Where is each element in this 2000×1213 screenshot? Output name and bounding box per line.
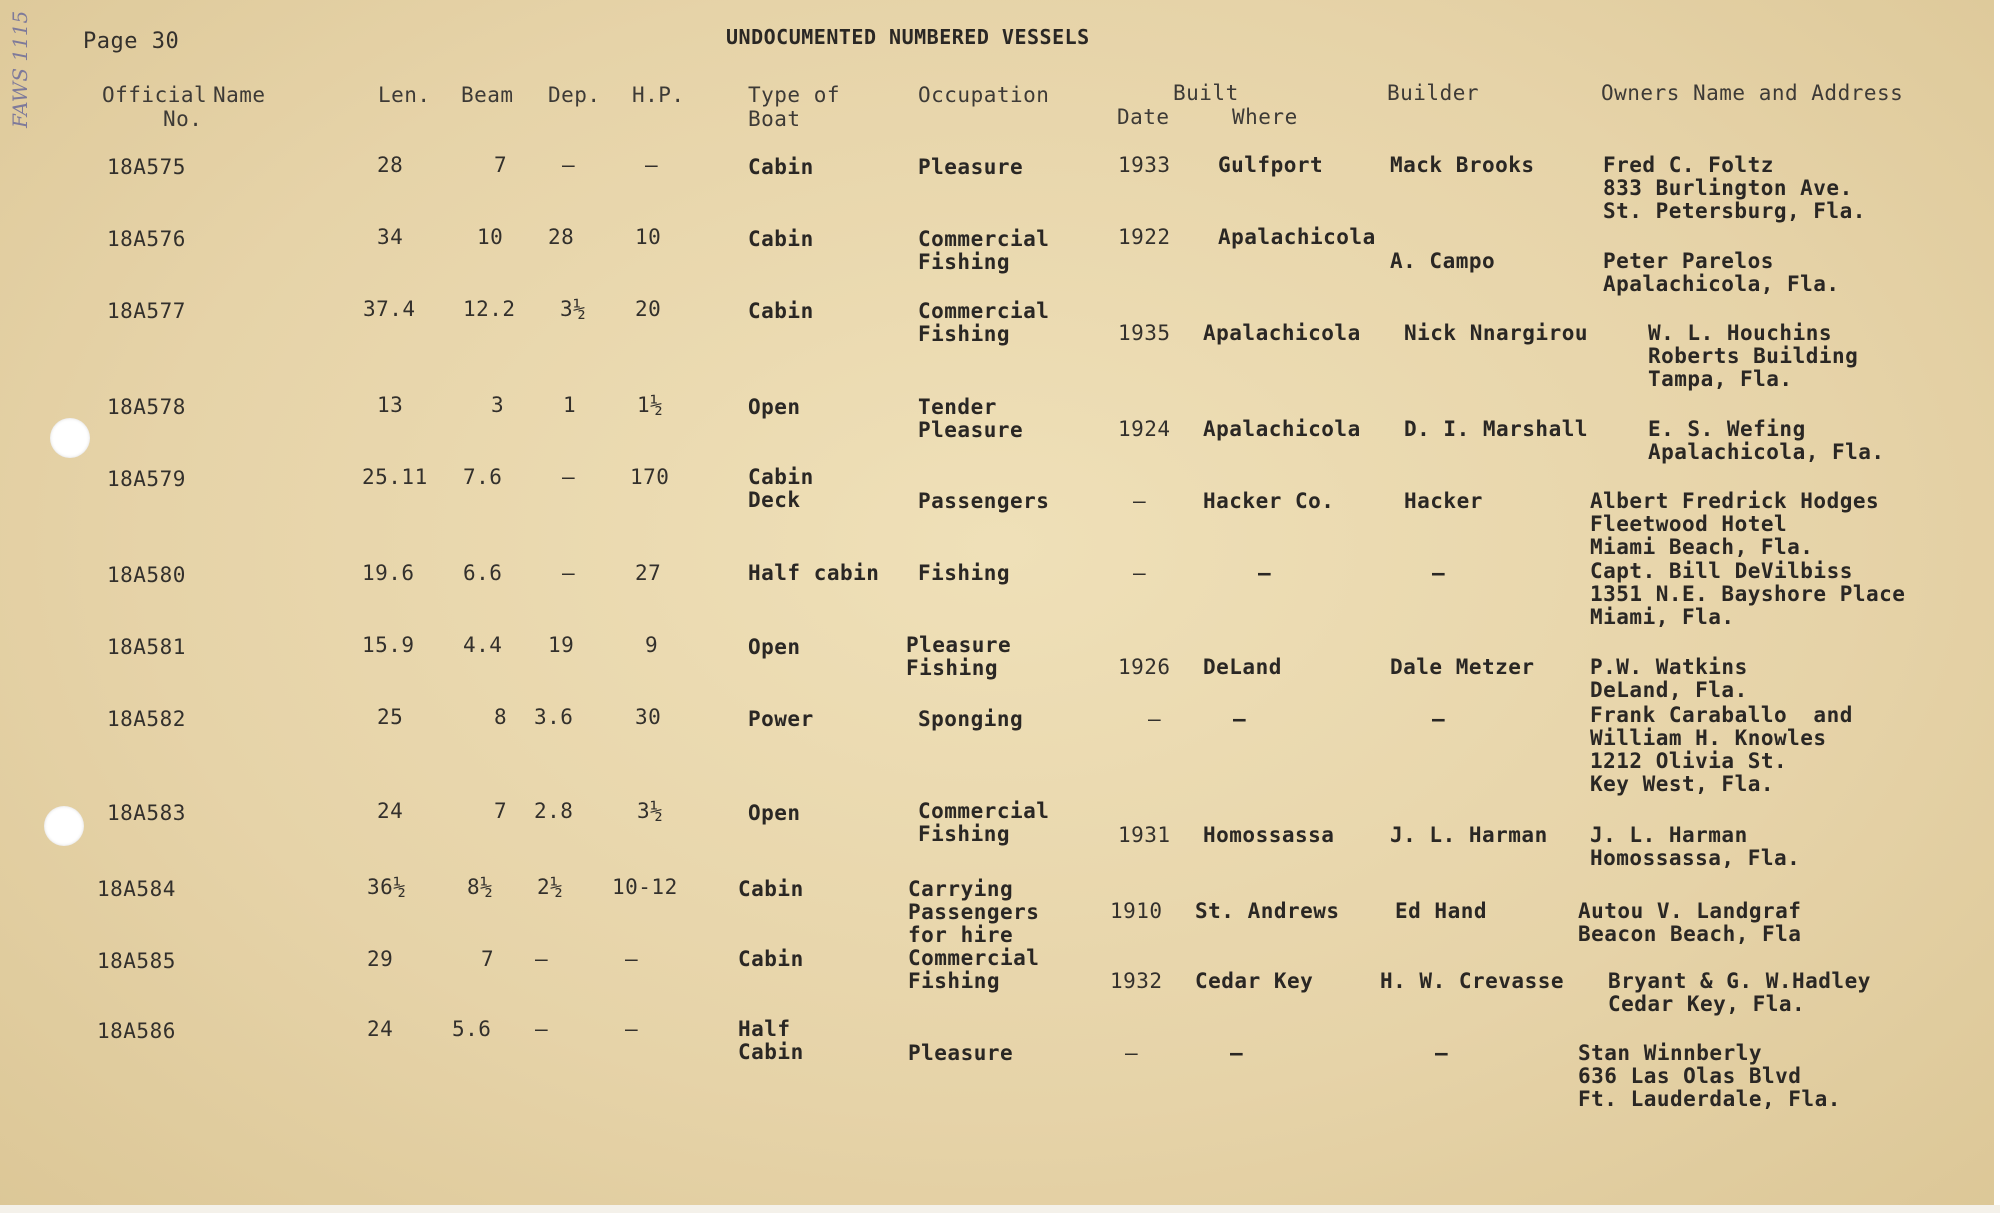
header-built: Built <box>1173 81 1239 105</box>
cell-where: DeLand <box>1203 655 1282 679</box>
cell-owner-line: Apalachicola, Fla. <box>1648 440 1885 464</box>
cell-beam: 3 <box>491 393 505 417</box>
cell-date: 1924 <box>1118 417 1171 441</box>
cell-beam: 7.6 <box>463 465 503 489</box>
cell-len: 34 <box>377 225 404 249</box>
cell-where: – <box>1230 1041 1244 1065</box>
cell-beam: 7 <box>494 153 508 177</box>
cell-hp: 30 <box>635 705 662 729</box>
cell-builder: Dale Metzer <box>1390 655 1535 679</box>
cell-occupation: Commercial <box>918 799 1050 823</box>
cell-owner-line: Autou V. Landgraf <box>1578 899 1802 923</box>
cell-dep: 1 <box>563 393 577 417</box>
cell-dep: 2½ <box>537 875 564 899</box>
cell-type: Deck <box>748 488 801 512</box>
cell-dep: – <box>535 947 549 971</box>
cell-date: – <box>1133 489 1147 513</box>
cell-occupation: Fishing <box>906 656 999 680</box>
cell-occupation: Sponging <box>918 707 1024 731</box>
header-type-1: Type of <box>748 83 841 107</box>
cell-dep: – <box>535 1017 549 1041</box>
cell-len: 25 <box>377 705 404 729</box>
cell-official-no: 18A580 <box>107 563 186 587</box>
cell-date: 1935 <box>1118 321 1171 345</box>
cell-official-no: 18A581 <box>107 635 186 659</box>
header-hp: H.P. <box>632 83 685 107</box>
cell-builder: Ed Hand <box>1395 899 1488 923</box>
cell-owner-line: Bryant & G. W.Hadley <box>1608 969 1871 993</box>
header-beam: Beam <box>461 83 514 107</box>
cell-official-no: 18A586 <box>97 1019 176 1043</box>
cell-dep: 3½ <box>560 297 587 321</box>
cell-occupation: Pleasure <box>918 155 1024 179</box>
cell-len: 24 <box>377 799 404 823</box>
cell-builder: Mack Brooks <box>1390 153 1535 177</box>
cell-len: 19.6 <box>362 561 415 585</box>
cell-occupation: Fishing <box>918 561 1011 585</box>
cell-dep: 28 <box>548 225 575 249</box>
cell-where: Apalachicola <box>1203 321 1361 345</box>
cell-type: Cabin <box>748 465 814 489</box>
cell-owner-line: 1351 N.E. Bayshore Place <box>1590 582 1906 606</box>
cell-occupation: Fishing <box>908 969 1001 993</box>
cell-owner-line: P.W. Watkins <box>1590 655 1748 679</box>
cell-hp: – <box>625 947 639 971</box>
header-len: Len. <box>378 83 431 107</box>
header-builder: Builder <box>1387 81 1480 105</box>
cell-occupation: Commercial <box>918 227 1050 251</box>
cell-where: Hacker Co. <box>1203 489 1335 513</box>
cell-builder: H. W. Crevasse <box>1380 969 1565 993</box>
paper-edge-bottom <box>0 1205 2000 1213</box>
cell-hp: 10 <box>635 225 662 249</box>
cell-official-no: 18A579 <box>107 467 186 491</box>
cell-owner-line: St. Petersburg, Fla. <box>1603 199 1866 223</box>
cell-owner-line: Roberts Building <box>1648 344 1859 368</box>
cell-owner-line: Ft. Lauderdale, Fla. <box>1578 1087 1841 1111</box>
cell-type: Cabin <box>738 877 804 901</box>
cell-type: Open <box>748 635 801 659</box>
cell-beam: 4.4 <box>463 633 503 657</box>
cell-builder: Hacker <box>1404 489 1483 513</box>
cell-owner-line: DeLand, Fla. <box>1590 678 1748 702</box>
cell-dep: 2.8 <box>534 799 574 823</box>
cell-where: St. Andrews <box>1195 899 1340 923</box>
cell-owner-line: William H. Knowles <box>1590 726 1827 750</box>
cell-hp: 20 <box>635 297 662 321</box>
cell-type: Cabin <box>748 299 814 323</box>
punch-hole-upper <box>50 418 90 458</box>
cell-where: Cedar Key <box>1195 969 1314 993</box>
cell-owner-line: 636 Las Olas Blvd <box>1578 1064 1802 1088</box>
cell-hp: – <box>625 1017 639 1041</box>
cell-occupation: Passengers <box>918 489 1050 513</box>
cell-occupation: Carrying <box>908 877 1014 901</box>
cell-dep: – <box>562 561 576 585</box>
cell-owner-line: Key West, Fla. <box>1590 772 1775 796</box>
cell-owner-line: Miami, Fla. <box>1590 605 1735 629</box>
cell-occupation: for hire <box>908 923 1014 947</box>
header-official: Official <box>102 83 208 107</box>
cell-occupation: Pleasure <box>918 418 1024 442</box>
cell-beam: 10 <box>477 225 504 249</box>
cell-len: 28 <box>377 153 404 177</box>
cell-date: 1932 <box>1110 969 1163 993</box>
cell-owner-line: Cedar Key, Fla. <box>1608 992 1806 1016</box>
cell-owner-line: Frank Caraballo and <box>1590 703 1853 727</box>
cell-hp: 27 <box>635 561 662 585</box>
cell-occupation: Pleasure <box>906 633 1012 657</box>
cell-owner-line: Fred C. Foltz <box>1603 153 1774 177</box>
cell-type: Open <box>748 801 801 825</box>
cell-builder: – <box>1432 561 1446 585</box>
cell-date: – <box>1148 707 1162 731</box>
header-type-2: Boat <box>748 107 801 131</box>
cell-occupation: Fishing <box>918 250 1011 274</box>
cell-dep: – <box>562 465 576 489</box>
cell-len: 36½ <box>367 875 407 899</box>
cell-builder: – <box>1432 707 1446 731</box>
cell-dep: 3.6 <box>534 705 574 729</box>
cell-date: – <box>1133 561 1147 585</box>
cell-owner-line: Beacon Beach, Fla <box>1578 922 1802 946</box>
cell-dep: 19 <box>548 633 575 657</box>
cell-owner-line: Capt. Bill DeVilbiss <box>1590 559 1853 583</box>
header-name: Name <box>213 83 266 107</box>
cell-hp: 170 <box>630 465 670 489</box>
cell-len: 13 <box>377 393 404 417</box>
cell-beam: 8 <box>494 705 508 729</box>
cell-len: 29 <box>367 947 394 971</box>
cell-hp: 1½ <box>637 393 664 417</box>
cell-builder: Nick Nnargirou <box>1404 321 1589 345</box>
cell-len: 15.9 <box>362 633 415 657</box>
cell-official-no: 18A584 <box>97 877 176 901</box>
cell-owner-line: Stan Winnberly <box>1578 1041 1763 1065</box>
cell-type: Half cabin <box>748 561 880 585</box>
cell-beam: 7 <box>494 799 508 823</box>
header-date: Date <box>1117 105 1170 129</box>
header-owners: Owners Name and Address <box>1601 81 1904 105</box>
cell-beam: 5.6 <box>452 1017 492 1041</box>
cell-occupation: Tender <box>918 395 997 419</box>
cell-owner-line: Miami Beach, Fla. <box>1590 535 1814 559</box>
header-where: Where <box>1232 105 1298 129</box>
cell-owner-line: W. L. Houchins <box>1648 321 1833 345</box>
cell-where: Gulfport <box>1218 153 1324 177</box>
cell-official-no: 18A583 <box>107 801 186 825</box>
cell-date: 1910 <box>1110 899 1163 923</box>
cell-builder: – <box>1435 1041 1449 1065</box>
cell-where: Apalachicola <box>1203 417 1361 441</box>
cell-date: 1926 <box>1118 655 1171 679</box>
page-label: Page 30 <box>83 29 180 54</box>
punch-hole-lower <box>44 806 84 846</box>
paper-edge-right <box>1994 0 2000 1213</box>
cell-owner-line: Peter Parelos <box>1603 249 1774 273</box>
cell-len: 37.4 <box>363 297 416 321</box>
cell-owner-line: Albert Fredrick Hodges <box>1590 489 1880 513</box>
cell-official-no: 18A578 <box>107 395 186 419</box>
cell-type: Half <box>738 1017 791 1041</box>
cell-owner-line: Fleetwood Hotel <box>1590 512 1788 536</box>
cell-owner-line: Homossassa, Fla. <box>1590 846 1801 870</box>
cell-len: 24 <box>367 1017 394 1041</box>
cell-official-no: 18A575 <box>107 155 186 179</box>
cell-dep: – <box>562 153 576 177</box>
cell-where: Apalachicola <box>1218 225 1376 249</box>
cell-beam: 12.2 <box>463 297 516 321</box>
cell-official-no: 18A582 <box>107 707 186 731</box>
cell-owner-line: Tampa, Fla. <box>1648 367 1793 391</box>
cell-where: – <box>1258 561 1272 585</box>
cell-builder: D. I. Marshall <box>1404 417 1589 441</box>
cell-type: Cabin <box>738 947 804 971</box>
cell-owner-line: J. L. Harman <box>1590 823 1748 847</box>
cell-occupation: Pleasure <box>908 1041 1014 1065</box>
cell-occupation: Commercial <box>908 946 1040 970</box>
cell-occupation: Fishing <box>918 322 1011 346</box>
cell-owner-line: 833 Burlington Ave. <box>1603 176 1853 200</box>
cell-where: – <box>1233 707 1247 731</box>
cell-type: Power <box>748 707 814 731</box>
cell-date: 1933 <box>1118 153 1171 177</box>
cell-official-no: 18A577 <box>107 299 186 323</box>
cell-hp: 10-12 <box>612 875 678 899</box>
cell-occupation: Fishing <box>918 822 1011 846</box>
header-no: No. <box>163 107 203 131</box>
cell-beam: 6.6 <box>463 561 503 585</box>
header-occupation: Occupation <box>918 83 1050 107</box>
cell-date: 1931 <box>1118 823 1171 847</box>
margin-note: FAWS 1115 <box>8 10 32 128</box>
cell-occupation: Passengers <box>908 900 1040 924</box>
cell-date: – <box>1125 1041 1139 1065</box>
cell-type: Open <box>748 395 801 419</box>
header-dep: Dep. <box>548 83 601 107</box>
cell-builder: A. Campo <box>1390 249 1496 273</box>
cell-owner-line: E. S. Wefing <box>1648 417 1806 441</box>
cell-occupation: Commercial <box>918 299 1050 323</box>
cell-type: Cabin <box>748 227 814 251</box>
cell-type: Cabin <box>748 155 814 179</box>
cell-owner-line: Apalachicola, Fla. <box>1603 272 1840 296</box>
page-title: UNDOCUMENTED NUMBERED VESSELS <box>726 25 1090 49</box>
cell-official-no: 18A585 <box>97 949 176 973</box>
cell-owner-line: 1212 Olivia St. <box>1590 749 1788 773</box>
cell-where: Homossassa <box>1203 823 1335 847</box>
cell-builder: J. L. Harman <box>1390 823 1548 847</box>
cell-len: 25.11 <box>362 465 428 489</box>
cell-hp: 3½ <box>637 799 664 823</box>
cell-hp: – <box>645 153 659 177</box>
cell-hp: 9 <box>645 633 659 657</box>
cell-official-no: 18A576 <box>107 227 186 251</box>
cell-beam: 8½ <box>467 875 494 899</box>
cell-beam: 7 <box>481 947 495 971</box>
cell-date: 1922 <box>1118 225 1171 249</box>
cell-type: Cabin <box>738 1040 804 1064</box>
